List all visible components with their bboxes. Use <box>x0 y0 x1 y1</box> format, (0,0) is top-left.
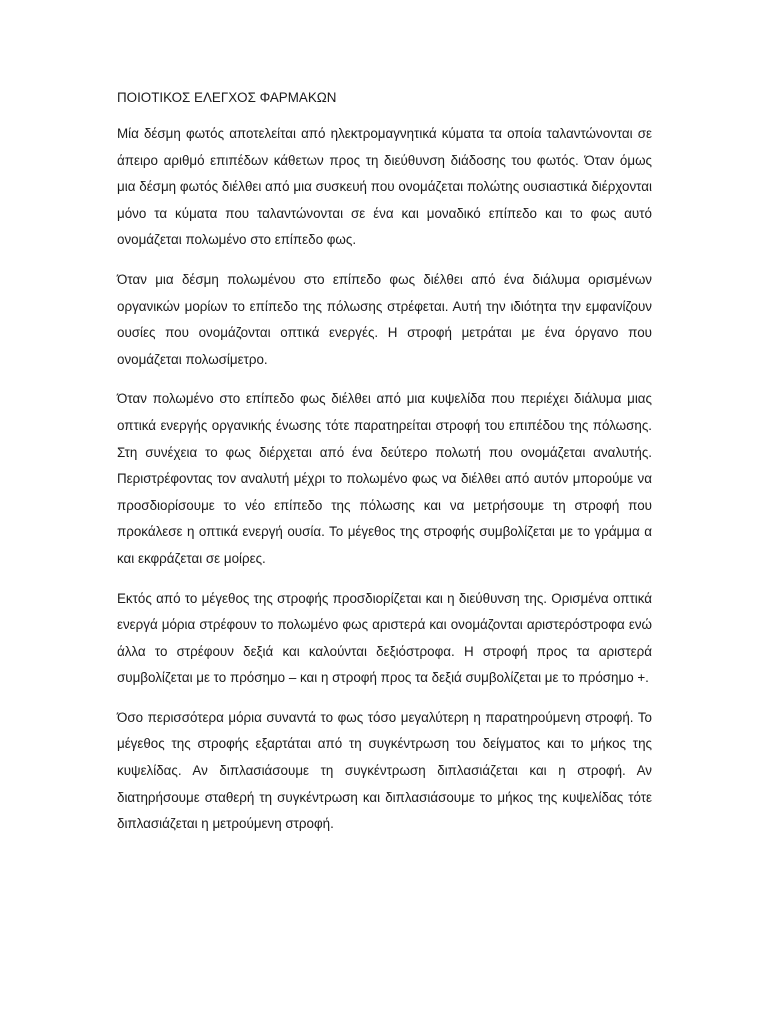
paragraph-concentration-dependence: Όσο περισσότερα μόρια συναντά το φως τόσο μεγαλύτερη η παρατηρούμενη στροφή. Το μέγεθος της στροφής εξαρτάται από τη συγκέντρωση του δείγματος και το μήκος της κυψελίδας. Αν διπλασιάσουμε τη συγκέντρωση διπλασιάζεται και η στροφή. Αν διατηρήσουμε σταθερή τη συγκέντρωση και διπλασιάσουμε το μήκος της κυψελίδας τότε διπλασιάζεται η μετρούμενη στροφή. <box>117 709 652 832</box>
paragraph-polarimeter-measurement: Όταν πολωμένο στο επίπεδο φως διέλθει από μια κυψελίδα που περιέχει διάλυμα μιας οπτικά ενεργής οργανικής ένωσης τότε παρατηρείται στροφή του επιπέδου της πόλωσης. Στη συνέχεια το φως διέρχεται από ένα δεύτερο πολωτή που ονομάζεται αναλυτής. Περιστρέφοντας τον αναλυτή μέχρι το πολωμένο φως να διέλθει από αυτόν μπορούμε να προσδιορίσουμε το νέο επίπεδο της πόλωσης και να μετρήσουμε τη στροφή που προκάλεσε η οπτικά ενεργή ουσία. Το μέγεθος της στροφής συμβολίζεται με το γράμμα α και εκφράζεται σε μοίρες. <box>117 391 652 566</box>
paragraph-rotation-direction: Εκτός από το μέγεθος της στροφής προσδιορίζεται και η διεύθυνση της. Ορισμένα οπτικά ενεργά μόρια στρέφουν το πολωμένο φως αριστερά και ονομάζονται αριστερόστροφα ενώ άλλα το στρέφουν δεξιά και καλούνται δεξιόστροφα. Η στροφή προς τα αριστερά συμβολίζεται με το πρόσημο – και η στροφή προς τα δεξιά συμβολίζεται με το πρόσημο +. <box>117 590 652 686</box>
paragraph-polarized-light: Μία δέσμη φωτός αποτελείται από ηλεκτρομαγνητικά κύματα τα οποία ταλαντώνονται σε άπειρο αριθμό επιπέδων κάθετων προς τη διεύθυνση διάδοσης του φωτός. Όταν όμως μια δέσμη φωτός διέλθει από μια συσκευή που ονομάζεται πολώτης ουσιαστικά διέρχονται μόνο τα κύματα που ταλαντώνονται σε ένα και μοναδικό επίπεδο και το φως αυτό ονομάζεται πολωμένο στο επίπεδο φως. <box>117 126 652 248</box>
document-body <box>117 88 652 851</box>
document-title: ΠΟΙΟΤΙΚΟΣ ΕΛΕΓΧΟΣ ΦΑΡΜΑΚΩΝ <box>117 90 337 105</box>
paragraph-optical-activity: Όταν μια δέσμη πολωμένου στο επίπεδο φως διέλθει από ένα διάλυμα ορισμένων οργανικών μορίων το επίπεδο της πόλωσης στρέφεται. Αυτή την ιδιότητα την εμφανίζουν ουσίες που ονομάζονται οπτικά ενεργές. Η στροφή μετράται με ένα όργανο που ονομάζεται πολωσίμετρο. <box>117 271 652 367</box>
